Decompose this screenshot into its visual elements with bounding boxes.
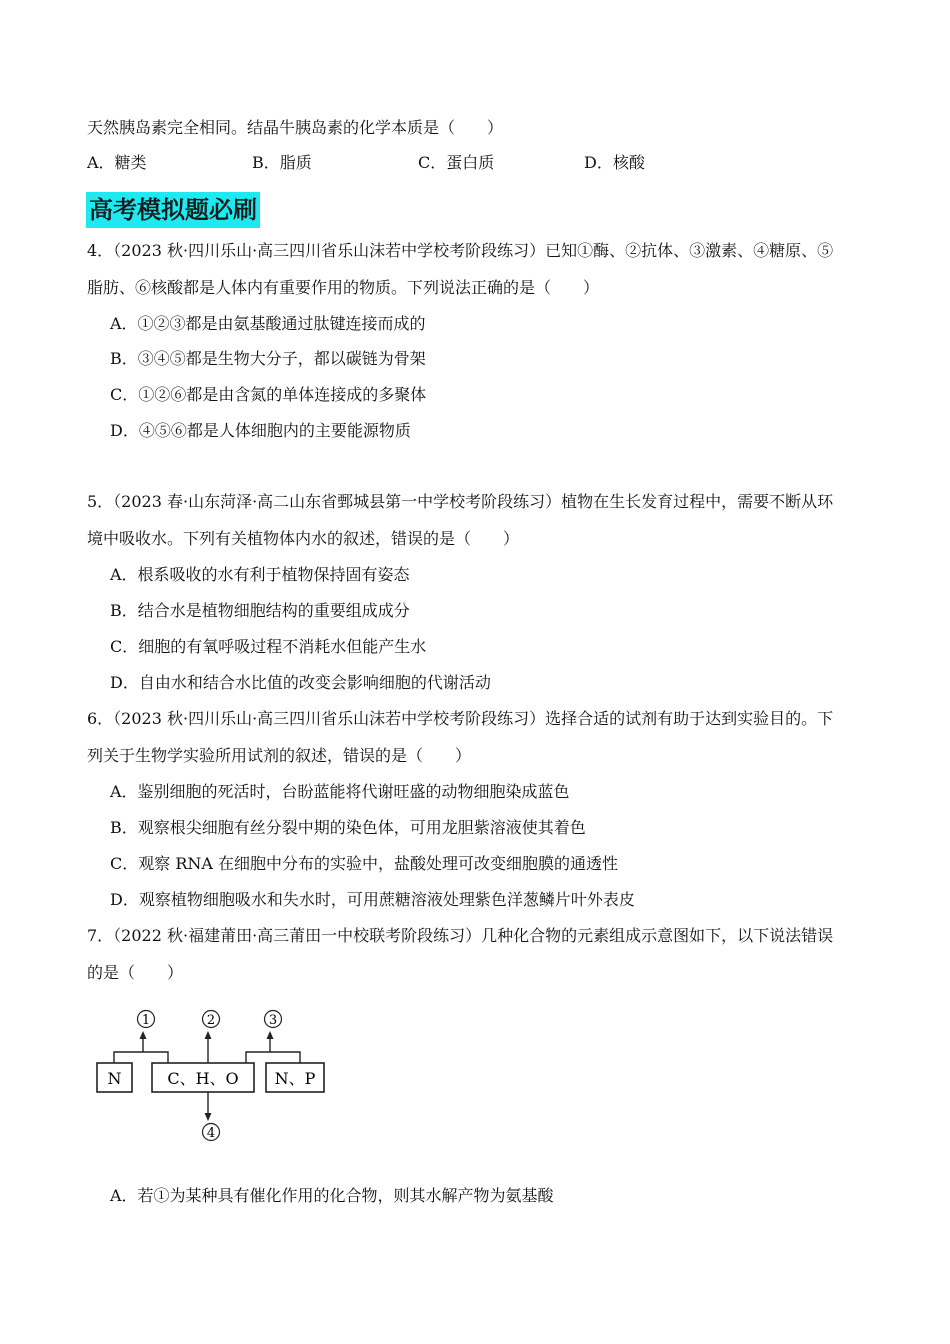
q7-option-a: A．若①为某种具有催化作用的化合物，则其水解产物为氨基酸 <box>110 1186 554 1205</box>
q6-stem-line-1: 6．（2023 秋·四川乐山·高三四川省乐山沫若中学校考阶段练习）选择合适的试剂有助于达到实验目的。下 <box>87 709 834 728</box>
option-d: D．核酸 <box>584 153 645 172</box>
q4-stem-line-2: 脂肪、⑥核酸都是人体内有重要作用的物质。下列说法正确的是（ ） <box>87 278 600 297</box>
q5-stem-line-1: 5．（2023 春·山东菏泽·高二山东省鄄城县第一中学校考阶段练习）植物在生长发育过程中，需要不断从环 <box>87 492 834 511</box>
node-3-label: 3 <box>268 1013 278 1028</box>
option-a: A．糖类 <box>87 153 147 172</box>
option-c: C．蛋白质 <box>418 153 495 172</box>
arrow-2-head <box>205 1031 212 1039</box>
q4-option-d: D．④⑤⑥都是人体细胞内的主要能源物质 <box>110 421 411 440</box>
q5-option-b: B．结合水是植物细胞结构的重要组成成分 <box>110 601 410 620</box>
q4-option-c: C．①②⑥都是由含氮的单体连接成的多聚体 <box>110 385 427 404</box>
q6-option-b: B．观察根尖细胞有丝分裂中期的染色体，可用龙胆紫溶液使其着色 <box>110 818 586 837</box>
arrow-3-head <box>267 1031 274 1039</box>
arrow-4-head <box>205 1113 212 1121</box>
node-1-label: 1 <box>141 1013 151 1028</box>
intro-line: 天然胰岛素完全相同。结晶牛胰岛素的化学本质是（ ） <box>87 118 504 137</box>
q5-option-d: D．自由水和结合水比值的改变会影响细胞的代谢活动 <box>110 673 491 692</box>
q4-option-a: A．①②③都是由氨基酸通过肽键连接而成的 <box>110 314 426 333</box>
q7-stem-line-2: 的是（ ） <box>87 963 184 982</box>
bracket-3 <box>246 1052 300 1063</box>
q6-option-d: D．观察植物细胞吸水和失水时，可用蔗糖溶液处理紫色洋葱鳞片叶外表皮 <box>110 890 635 909</box>
box-n-label: N <box>107 1069 122 1088</box>
q6-option-a: A．鉴别细胞的死活时，台盼蓝能将代谢旺盛的动物细胞染成蓝色 <box>110 782 570 801</box>
box-cho-label: C、H、O <box>167 1069 239 1088</box>
q5-stem-line-2: 境中吸收水。下列有关植物体内水的叙述，错误的是（ ） <box>87 529 520 548</box>
section-banner: 高考模拟题必刷 <box>86 192 260 228</box>
box-np-label: N、P <box>274 1069 316 1088</box>
q5-option-a: A．根系吸收的水有利于植物保持固有姿态 <box>110 565 410 584</box>
option-b: B．脂质 <box>252 153 312 172</box>
q6-option-c: C．观察 RNA 在细胞中分布的实验中，盐酸处理可改变细胞膜的通透性 <box>110 854 619 873</box>
diagram-svg <box>90 1004 340 1150</box>
q7-stem-line-1: 7．（2022 秋·福建莆田·高三莆田一中校联考阶段练习）几种化合物的元素组成示意图如下，以下说法错误 <box>87 926 834 945</box>
node-2-label: 2 <box>206 1013 216 1028</box>
element-composition-diagram <box>90 1004 340 1150</box>
q5-option-c: C．细胞的有氧呼吸过程不消耗水但能产生水 <box>110 637 427 656</box>
q4-option-b: B．③④⑤都是生物大分子，都以碳链为骨架 <box>110 349 426 368</box>
arrow-1-head <box>140 1031 147 1039</box>
bracket-1 <box>114 1052 168 1063</box>
node-4-label: 4 <box>206 1126 216 1141</box>
q6-stem-line-2: 列关于生物学实验所用试剂的叙述，错误的是（ ） <box>87 746 472 765</box>
q4-stem-line-1: 4．（2023 秋·四川乐山·高三四川省乐山沫若中学校考阶段练习）已知①酶、②抗体、③激素、④糖原、⑤ <box>87 241 834 260</box>
